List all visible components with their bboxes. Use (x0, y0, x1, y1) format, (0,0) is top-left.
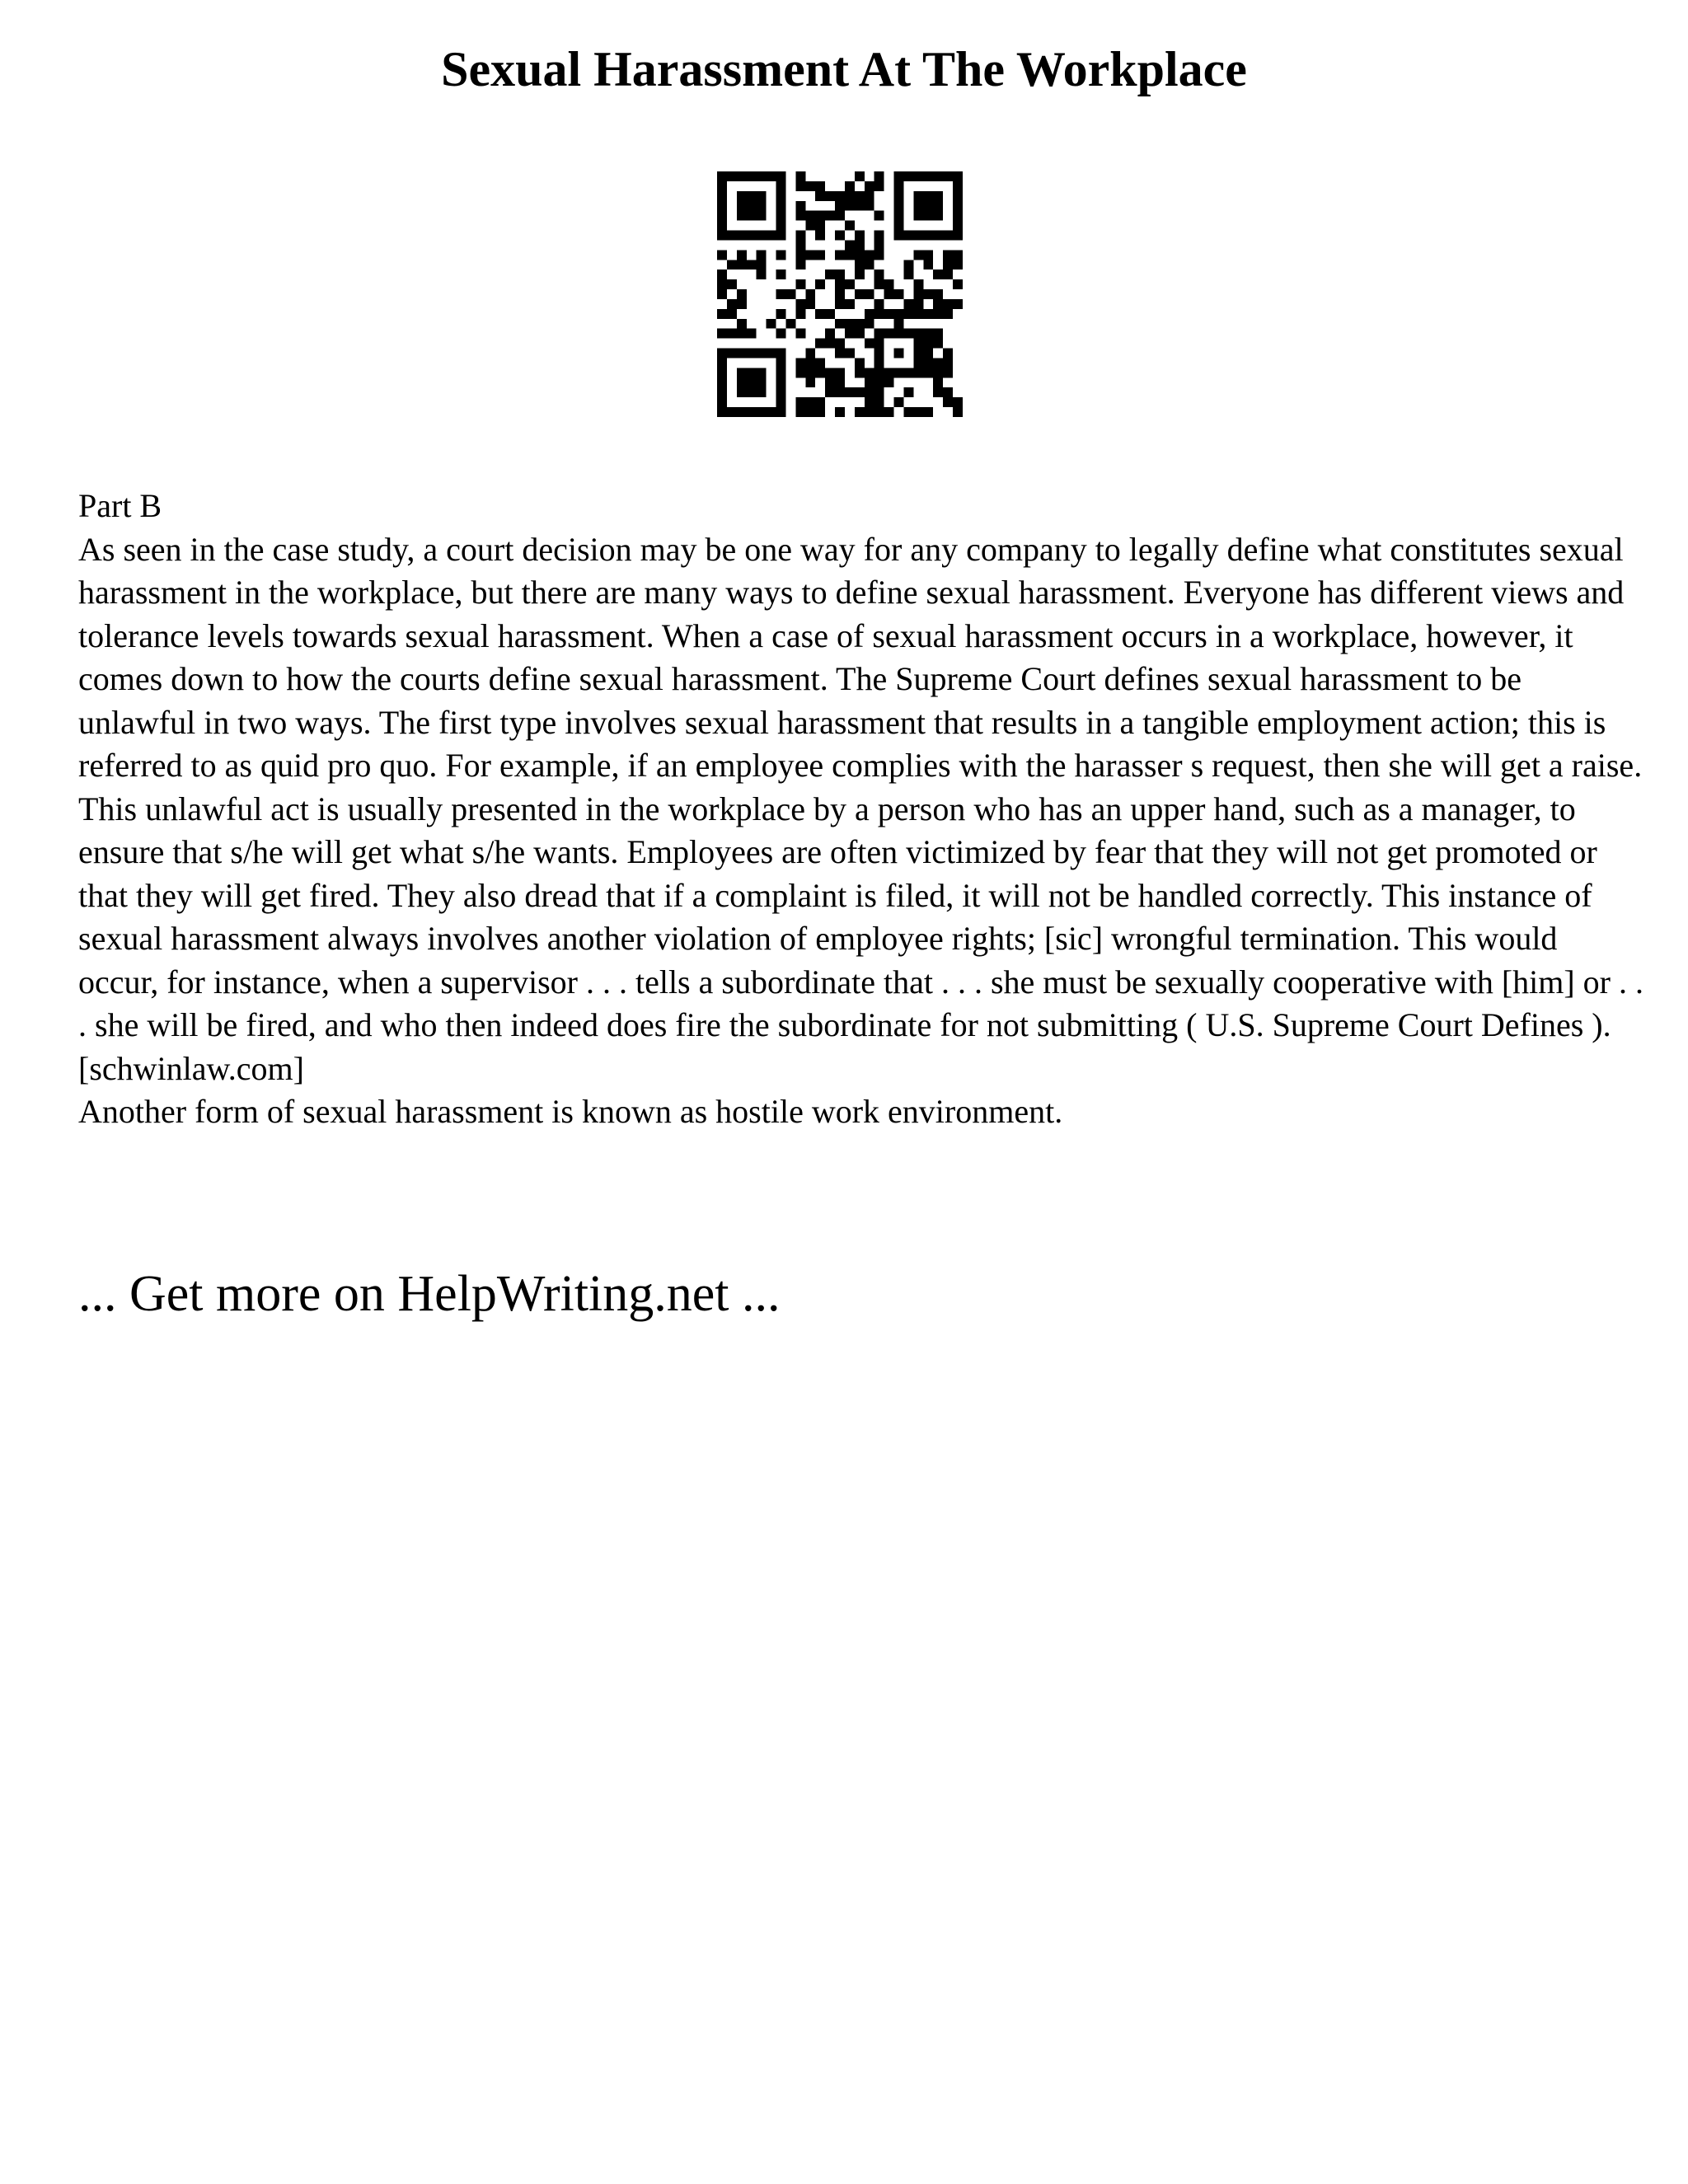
document-body (78, 485, 1644, 1134)
qr-code-icon (717, 171, 963, 417)
closing-sentence: Another form of sexual harassment is known as hostile work environment. (78, 1093, 1063, 1130)
citation: [schwinlaw.com] (78, 1049, 304, 1087)
body-paragraph: As seen in the case study, a court decision may be one way for any company to legally define what constitutes sexual harassment in the workplace, but there are many ways to define sexual harassment. Everyone has different views and tolerance levels towards sexual harassment. When a case of sexual harassment occurs in a workplace, however, it comes down to how the courts define sexual harassment. The Supreme Court defines sexual harassment to be unlawful in two ways. The first type involves sexual harassment that results in a tangible employment action; this is referred to as quid pro quo. For example, if an employee complies with the harasser s request, then she will get a raise. This unlawful act is usually presented in the workplace by a person who has an upper hand, such as a manager, to ensure that s/he will get what s/he wants. Employees are often victimized by fear that they will not get promoted or that they will get fired. They also dread that if a complaint is filed, it will not be handled correctly. This instance of sexual harassment always involves another violation of employee rights; [sic] wrongful termination. This would occur, for instance, when a supervisor . . . tells a subordinate that . . . she must be sexually cooperative with [him] or . . . she will be fired, and who then indeed does fire the subordinate for not submitting ( U.S. Supreme Court Defines ). (78, 530, 1644, 1043)
get-more-link[interactable]: ... Get more on HelpWriting.net ... (78, 1266, 781, 1322)
section-label: Part B (78, 487, 162, 524)
document-title: Sexual Harassment At The Workplace (441, 42, 1247, 96)
